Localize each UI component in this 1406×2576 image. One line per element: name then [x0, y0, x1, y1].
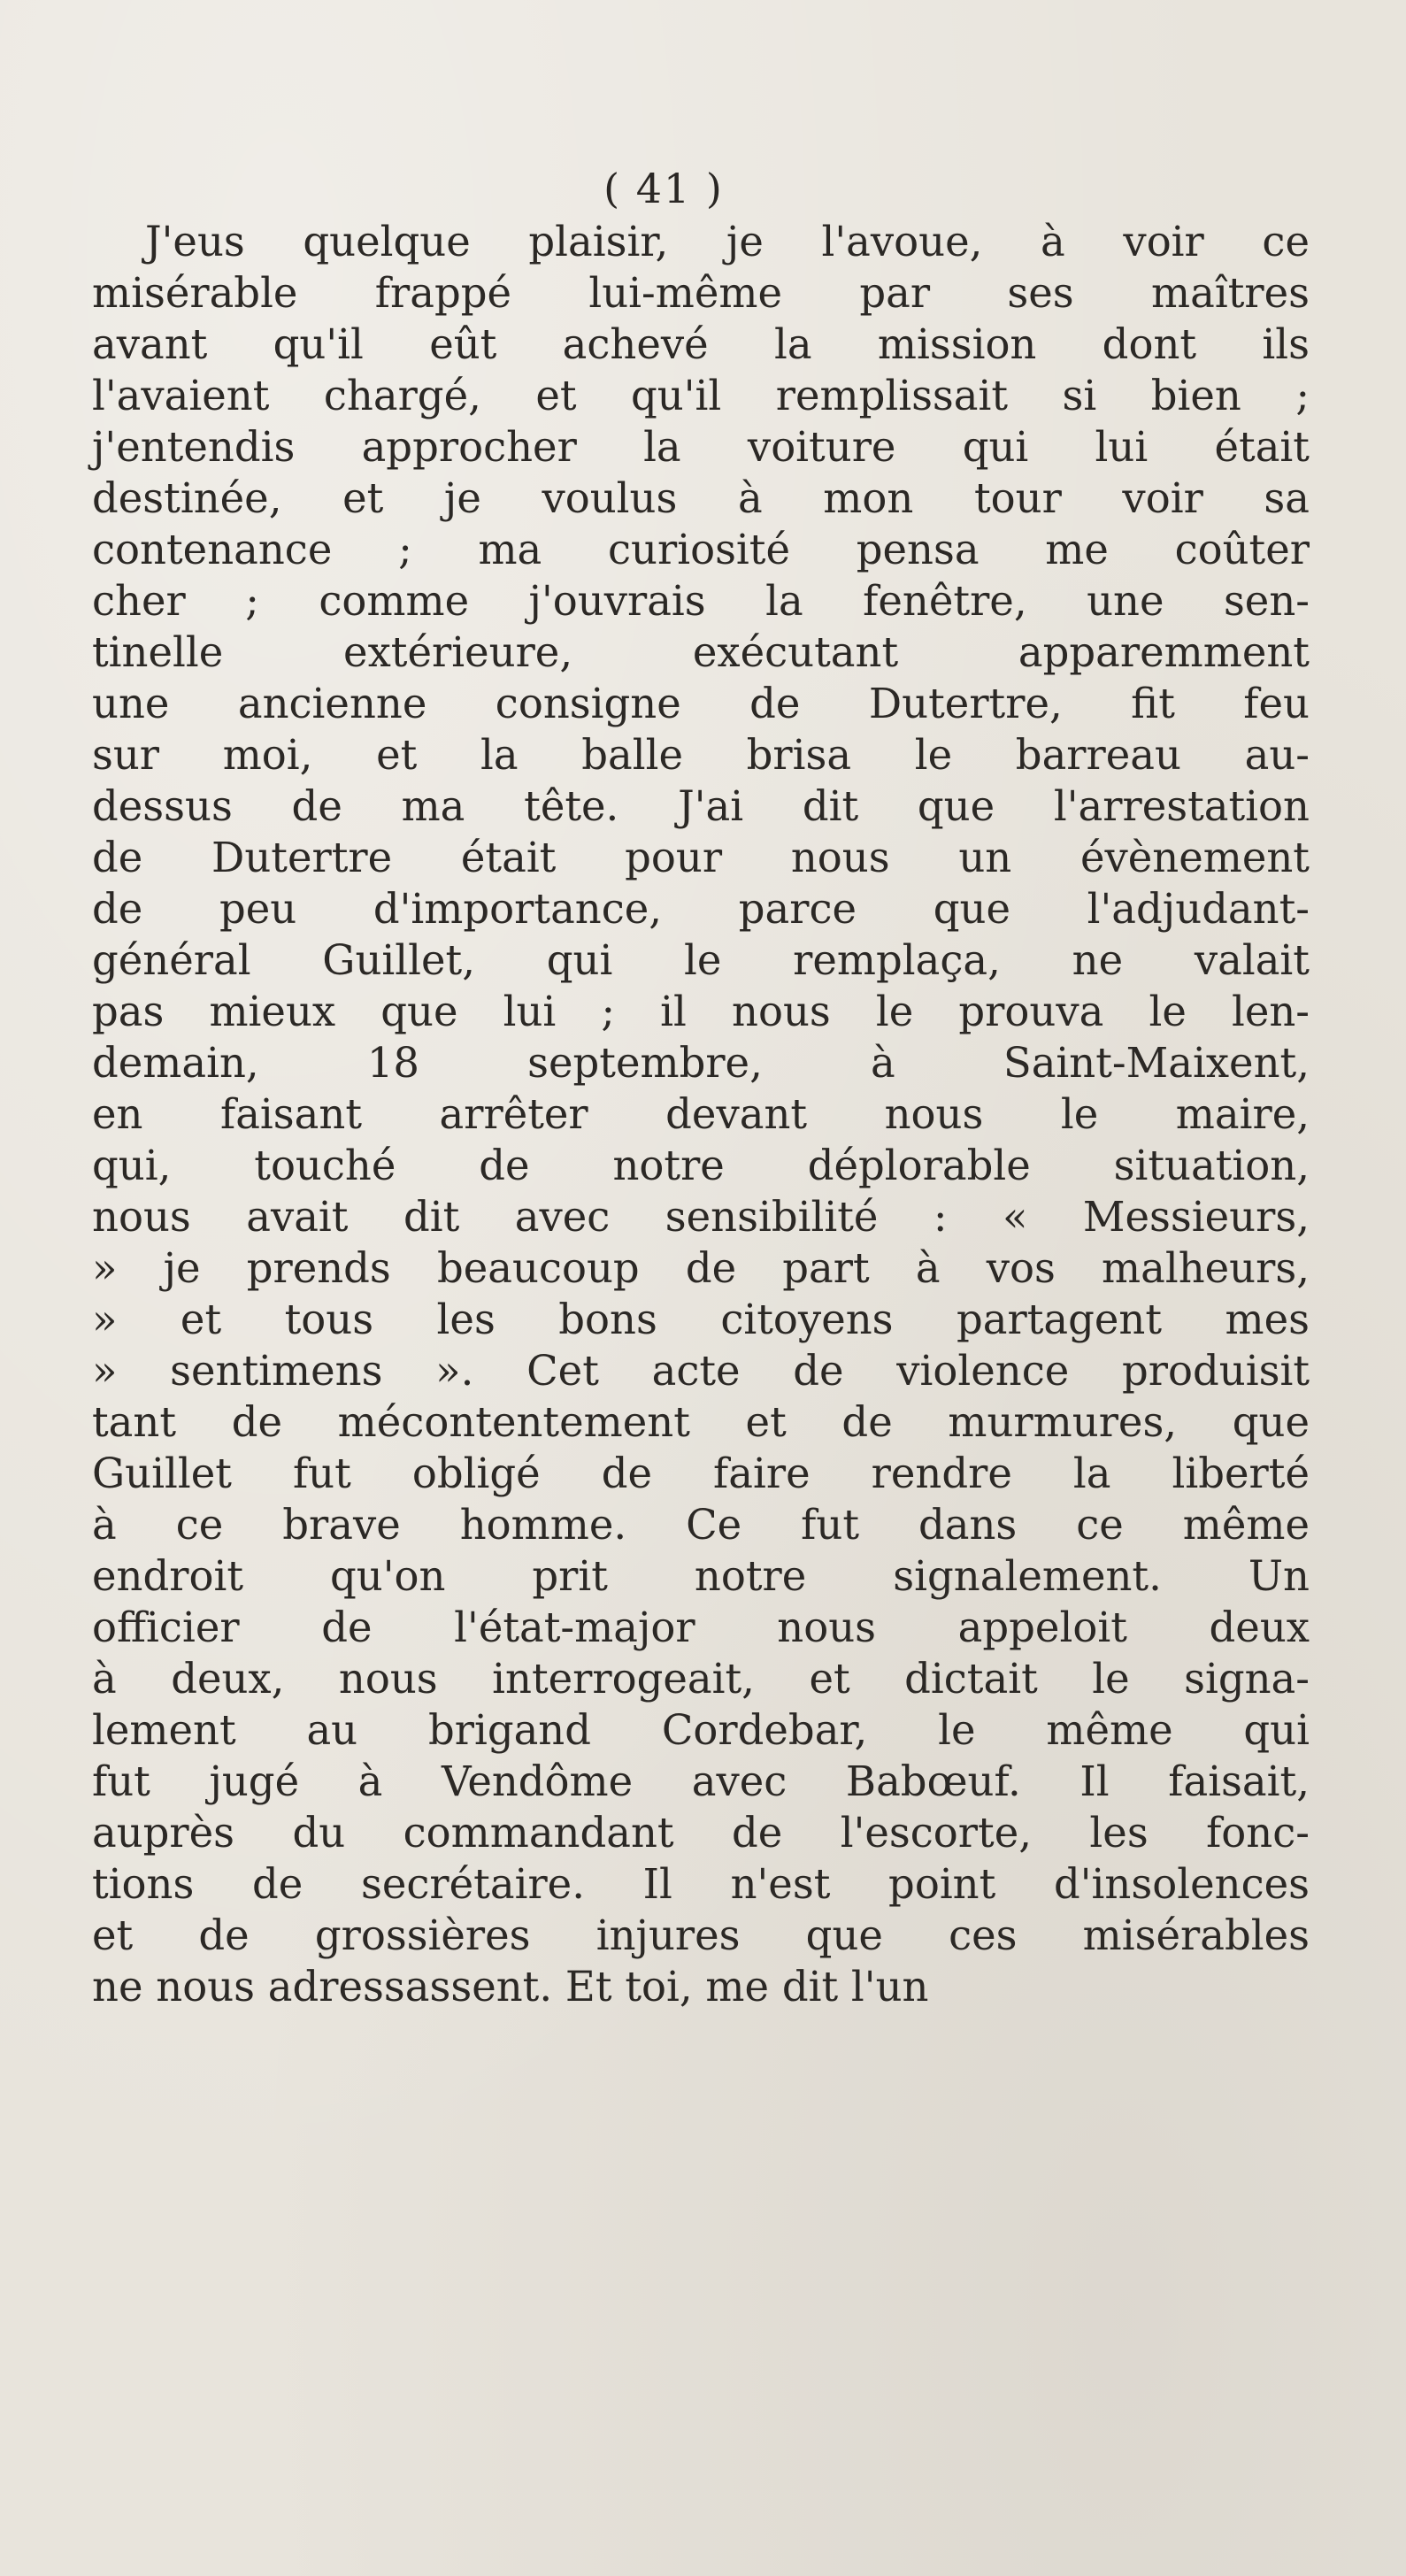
- text-line: officier de l'état-major nous appeloit deux: [92, 1603, 1310, 1651]
- text-line: nous avait dit avec sensibilité : « Messieurs,: [92, 1193, 1310, 1241]
- text-line: avant qu'il eût achevé la mission dont ils: [92, 320, 1310, 368]
- text-line: fut jugé à Vendôme avec Babœuf. Il faisait,: [92, 1757, 1310, 1805]
- text-line: l'avaient chargé, et qu'il remplissait si bien ;: [92, 372, 1310, 419]
- text-line: tinelle extérieure, exécutant apparemment: [92, 628, 1310, 676]
- text-line: j'entendis approcher la voiture qui lui était: [92, 423, 1310, 471]
- text-line: de peu d'importance, parce que l'adjudant-: [92, 885, 1310, 933]
- text-line: à ce brave homme. Ce fut dans ce même: [92, 1501, 1310, 1549]
- text-line: de Dutertre était pour nous un évènement: [92, 834, 1310, 881]
- text-line: dessus de ma tête. J'ai dit que l'arrestation: [92, 782, 1310, 830]
- text-line: qui, touché de notre déplorable situation,: [92, 1142, 1310, 1189]
- text-line: à deux, nous interrogeait, et dictait le signa-: [92, 1655, 1310, 1703]
- text-line: destinée, et je voulus à mon tour voir sa: [92, 474, 1310, 522]
- text-line: J'eus quelque plaisir, je l'avoue, à voir ce: [145, 218, 1310, 265]
- body-text: [92, 216, 1310, 2012]
- text-line: » je prends beaucoup de part à vos malheurs,: [92, 1244, 1310, 1292]
- text-line: tant de mécontentement et de murmures, que: [92, 1398, 1310, 1446]
- text-line: ne nous adressassent. Et toi, me dit l'un: [92, 1963, 929, 2011]
- page-number: ( 41 ): [603, 165, 724, 212]
- text-line: tions de secrétaire. Il n'est point d'insolences: [92, 1860, 1310, 1908]
- text-line: » et tous les bons citoyens partagent mes: [92, 1296, 1310, 1343]
- text-line: sur moi, et la balle brisa le barreau au-: [92, 731, 1310, 779]
- text-line: auprès du commandant de l'escorte, les fonc-: [92, 1809, 1310, 1857]
- text-line: pas mieux que lui ; il nous le prouva le len-: [92, 988, 1310, 1035]
- text-line: lement au brigand Cordebar, le même qui: [92, 1706, 1310, 1754]
- text-line: Guillet fut obligé de faire rendre la liberté: [92, 1449, 1310, 1497]
- text-line: général Guillet, qui le remplaça, ne valait: [92, 936, 1310, 984]
- text-line: une ancienne consigne de Dutertre, fit feu: [92, 680, 1310, 727]
- text-line: endroit qu'on prit notre signalement. Un: [92, 1552, 1310, 1600]
- text-line: et de grossières injures que ces misérables: [92, 1911, 1310, 1959]
- text-line: cher ; comme j'ouvrais la fenêtre, une sen-: [92, 577, 1310, 625]
- text-line: demain, 18 septembre, à Saint-Maixent,: [92, 1039, 1310, 1087]
- text-line: en faisant arrêter devant nous le maire,: [92, 1090, 1310, 1138]
- text-line: contenance ; ma curiosité pensa me coûter: [92, 526, 1310, 573]
- text-line: » sentimens ». Cet acte de violence produisit: [92, 1347, 1310, 1395]
- text-line: misérable frappé lui-même par ses maîtres: [92, 269, 1310, 317]
